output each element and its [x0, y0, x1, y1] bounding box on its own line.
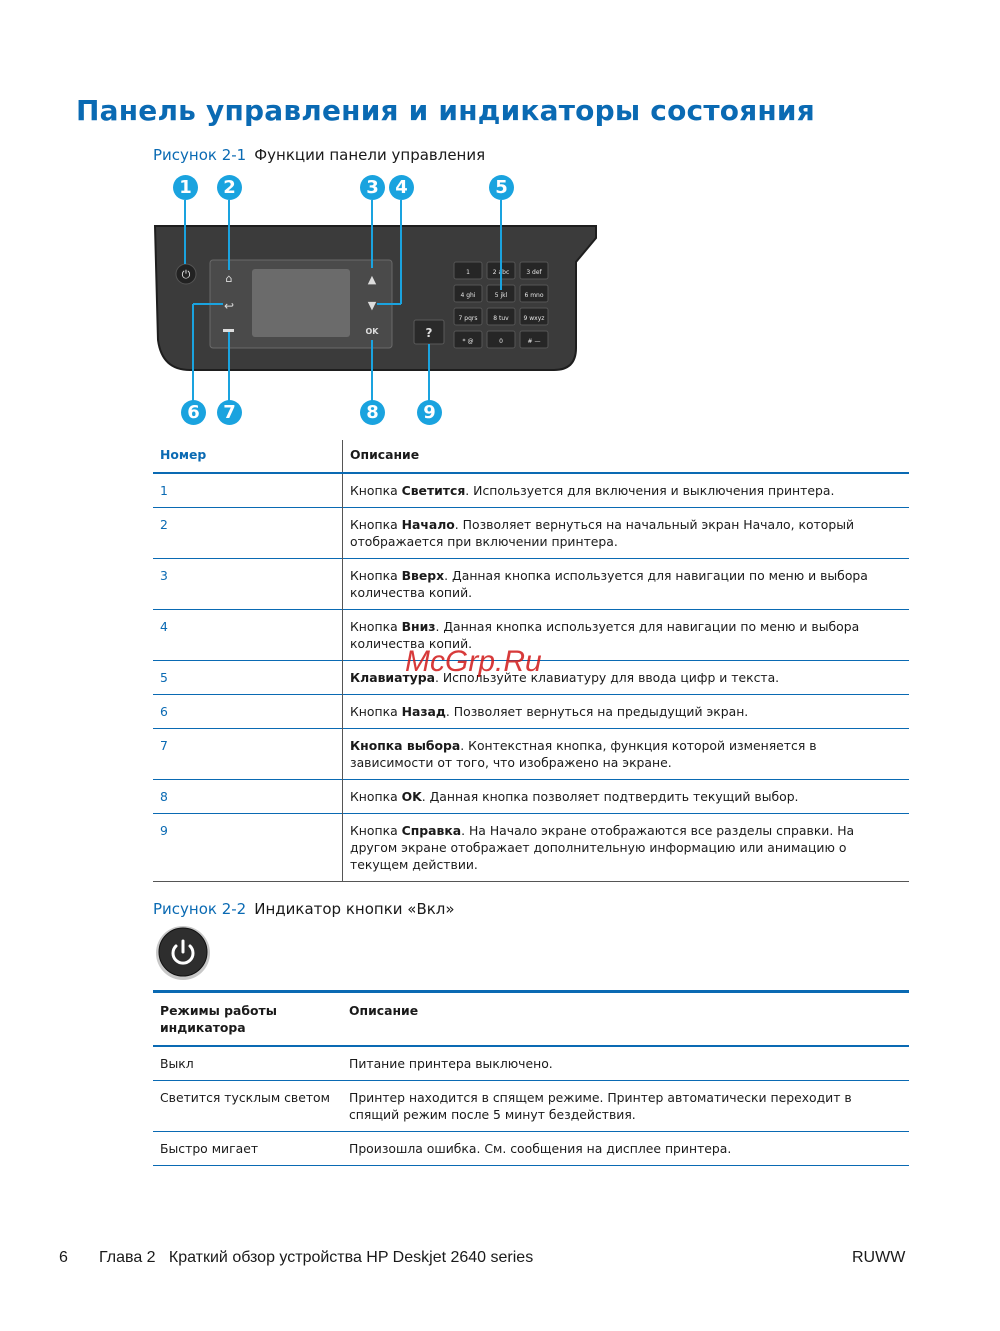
keypad-key-label: 8 tuv: [493, 315, 509, 322]
table-row: [153, 508, 909, 559]
table-row: [153, 1046, 909, 1081]
description-bold: Начало: [401, 517, 455, 532]
callout-5: 5: [489, 175, 514, 200]
callout-7: 7: [217, 400, 242, 425]
callout-6: 6: [181, 400, 206, 425]
help-icon: ?: [425, 326, 433, 340]
figure-2-caption: [153, 900, 455, 918]
power-light-modes-table: [153, 990, 909, 1166]
row-description: [343, 559, 910, 610]
row-number: 3: [153, 559, 343, 610]
keypad-key-label: 5 jkl: [494, 292, 508, 299]
footer-locale: RUWW: [852, 1249, 906, 1266]
table-row: [153, 780, 909, 814]
description-post: . Данная кнопка используется для навигации по меню и выбора количества копий.: [350, 619, 860, 651]
row-number: 1: [153, 473, 343, 508]
description-pre: Кнопка: [350, 619, 402, 634]
description-post: . Данная кнопка позволяет подтвердить текущий выбор.: [421, 789, 799, 804]
keypad-key-label: 9 wxyz: [523, 315, 545, 322]
figure-1-caption: [153, 146, 485, 164]
description-bold: Кнопка выбора: [350, 738, 461, 753]
callout-8: 8: [360, 400, 385, 425]
row-number: 5: [153, 661, 343, 695]
power-button-illustration: [155, 925, 211, 981]
column-header-number: Номер: [153, 440, 343, 473]
description-post: . Позволяет вернуться на начальный экран Начало, который отображается при включении принтера.: [350, 517, 855, 549]
column-header-mode: Режимы работы индикатора: [160, 1003, 277, 1035]
callout-1: 1: [173, 175, 198, 200]
display-screen: [252, 269, 350, 337]
table-row: [153, 473, 909, 508]
ok-label: OK: [365, 327, 379, 336]
keypad-key-label: 0: [499, 338, 503, 345]
description-bold: Вниз: [401, 619, 436, 634]
down-arrow-icon: ▼: [367, 299, 377, 312]
keypad-key-label: 2 abc: [492, 269, 510, 276]
column-header-description: Описание: [349, 1003, 419, 1018]
watermark: McGrp.Ru: [405, 645, 542, 678]
keypad-key-label: 7 pqrs: [458, 315, 478, 322]
control-panel-figure: [150, 170, 610, 432]
row-description: [343, 780, 910, 814]
table-row: [153, 814, 909, 882]
page-title: Панель управления и индикаторы состояния: [76, 94, 815, 127]
description-pre: Кнопка: [350, 517, 402, 532]
description-pre: Кнопка: [350, 789, 402, 804]
table-row: [153, 729, 909, 780]
mode-name: Выкл: [160, 1056, 194, 1071]
row-description: [343, 814, 910, 882]
keypad-key-label: * @: [462, 338, 474, 345]
mode-description: Произошла ошибка. См. сообщения на дисплее принтера.: [349, 1141, 732, 1156]
description-post: . На Начало экране отображаются все разделы справки. На другом экране отображает дополнительную информацию или анимацию о текущем действии.: [350, 823, 855, 872]
description-pre: Кнопка: [350, 704, 402, 719]
keypad-key-label: 4 ghi: [460, 292, 476, 299]
figure-1-number: Рисунок 2-1: [153, 146, 247, 164]
row-description: [343, 695, 910, 729]
row-number: 6: [153, 695, 343, 729]
description-post: . Используйте клавиатуру для ввода цифр и текста.: [434, 670, 780, 685]
back-icon: ↩: [223, 299, 235, 313]
row-number: 9: [153, 814, 343, 882]
power-icon: ⏻: [181, 268, 191, 281]
description-bold: Справка: [401, 823, 462, 838]
table-row: [153, 559, 909, 610]
row-description: [343, 473, 910, 508]
control-panel-illustration: [150, 170, 610, 432]
figure-2-number: Рисунок 2-2: [153, 900, 247, 918]
description-bold: Клавиатура: [350, 670, 435, 685]
up-arrow-icon: ▲: [367, 273, 377, 286]
callout-3: 3: [360, 175, 385, 200]
row-number: 2: [153, 508, 343, 559]
mode-description: Принтер находится в спящем режиме. Принтер автоматически переходит в спящий режим после 5 минут бездействия.: [349, 1090, 852, 1122]
figure-2-title: Индикатор кнопки «Вкл»: [254, 900, 455, 918]
keypad-key-label: # —: [527, 338, 541, 345]
table-header-row: [153, 440, 909, 473]
mode-name: Быстро мигает: [160, 1141, 259, 1156]
home-icon: ⌂: [225, 272, 233, 285]
description-pre: Кнопка: [350, 823, 402, 838]
figure-1-title: Функции панели управления: [254, 146, 486, 164]
table-row: [153, 1081, 909, 1132]
select-icon: [223, 329, 234, 332]
description-post: . Контекстная кнопка, функция которой изменяется в зависимости от того, что изображено на экране.: [350, 738, 817, 770]
row-number: 4: [153, 610, 343, 661]
description-pre: Кнопка: [350, 568, 402, 583]
row-number: 7: [153, 729, 343, 780]
callout-4: 4: [389, 175, 414, 200]
keypad-key-label: 6 mno: [524, 292, 544, 299]
page-number: 6: [59, 1249, 68, 1266]
description-pre: Кнопка: [350, 483, 402, 498]
keypad-key-label: 3 def: [526, 269, 542, 276]
description-bold: Светится: [401, 483, 466, 498]
keypad-key-label: 1: [466, 269, 470, 276]
description-post: . Используется для включения и выключения принтера.: [465, 483, 835, 498]
description-post: . Позволяет вернуться на предыдущий экран.: [445, 704, 749, 719]
callout-9: 9: [417, 400, 442, 425]
row-description: [343, 729, 910, 780]
power-button-figure: [155, 925, 211, 981]
table-header-row: [153, 992, 909, 1047]
description-bold: Вверх: [401, 568, 445, 583]
row-number: 8: [153, 780, 343, 814]
column-header-description: Описание: [350, 447, 420, 462]
callout-2: 2: [217, 175, 242, 200]
table-row: [153, 695, 909, 729]
table-row: [153, 1132, 909, 1166]
description-post: . Данная кнопка используется для навигации по меню и выбора количества копий.: [350, 568, 868, 600]
row-description: [343, 508, 910, 559]
description-bold: Назад: [401, 704, 446, 719]
mode-name: Светится тусклым светом: [160, 1090, 330, 1105]
footer-chapter: Глава 2 Краткий обзор устройства HP Deskjet 2640 series: [99, 1249, 534, 1266]
description-bold: OK: [401, 789, 422, 804]
mode-description: Питание принтера выключено.: [349, 1056, 553, 1071]
